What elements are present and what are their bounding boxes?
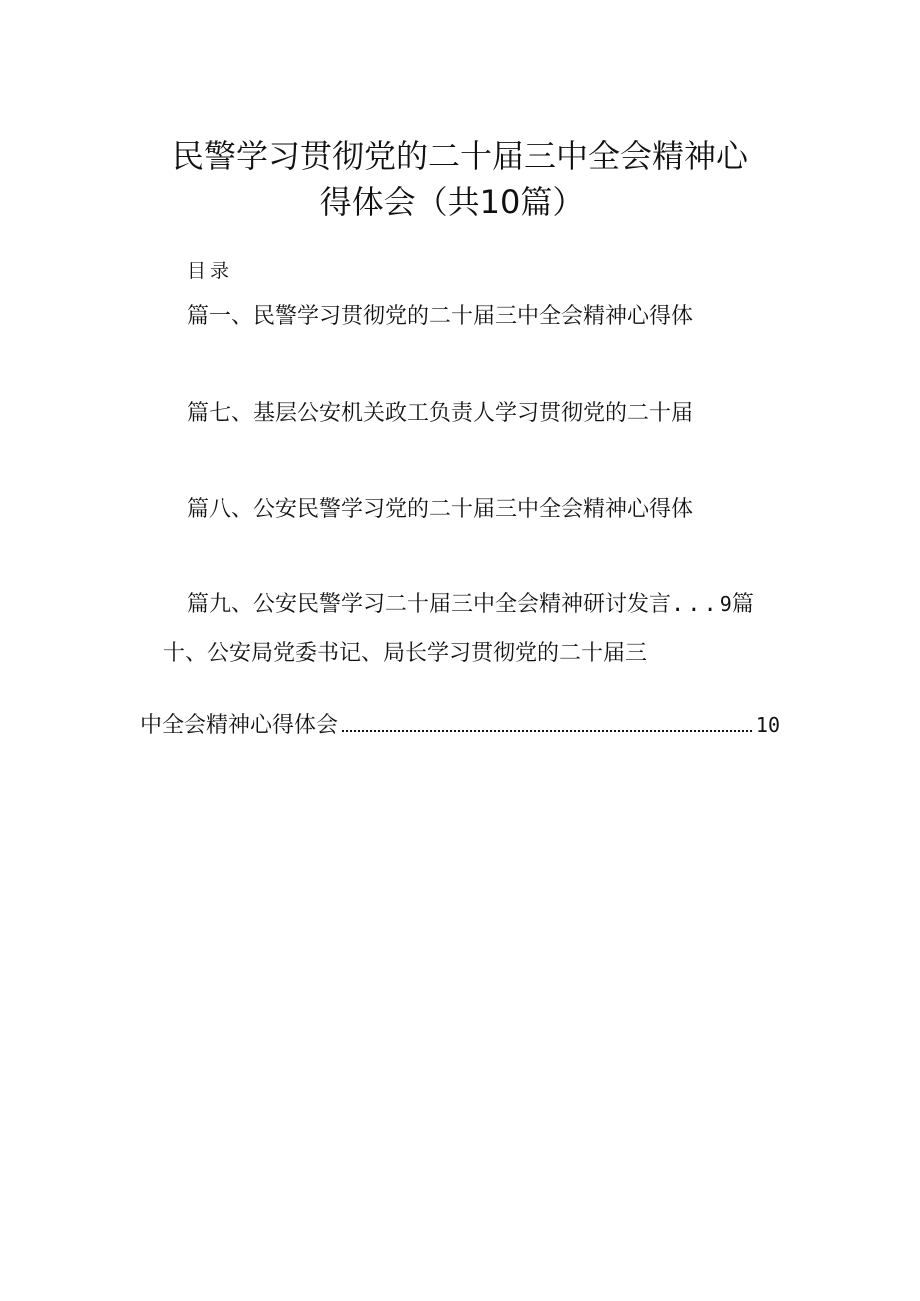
toc-entry-7[interactable] [187,400,693,428]
toc-leader-line [342,730,752,732]
toc-entry-text: 十、公安局党委书记、局长学习贯彻党的二十届三 [163,641,648,666]
toc-entry-8[interactable] [187,496,693,524]
toc-entry-trail: 篇 [731,592,754,617]
toc-entry-text: 篇九、公安民警学习二十届三中全会精神研讨发言 [187,592,672,617]
toc-entry-text: 篇八、公安民警学习党的二十届三中全会精神心得体 [187,497,694,522]
toc-page-number: 9 [719,592,732,616]
toc-heading: 目录 [187,260,234,282]
toc-page-number: 10 [755,713,780,737]
toc-entry-1[interactable] [187,303,693,331]
toc-entry-10-line-2[interactable] [140,711,780,740]
toc-leader-dots: ... [671,592,720,617]
toc-entry-10-line-1[interactable] [163,640,647,668]
toc-entry-text: 篇七、基层公安机关政工负责人学习贯彻党的二十届 [187,401,694,426]
toc-entry-9[interactable] [187,590,754,619]
document-title-line-1: 民警学习贯彻党的二十届三中全会精神心 [171,137,748,175]
toc-entry-text: 中全会精神心得体会 [140,713,339,738]
toc-entry-text: 篇一、民警学习贯彻党的二十届三中全会精神心得体 [187,304,694,329]
document-title-line-2: 得体会（共10篇） [319,183,585,221]
